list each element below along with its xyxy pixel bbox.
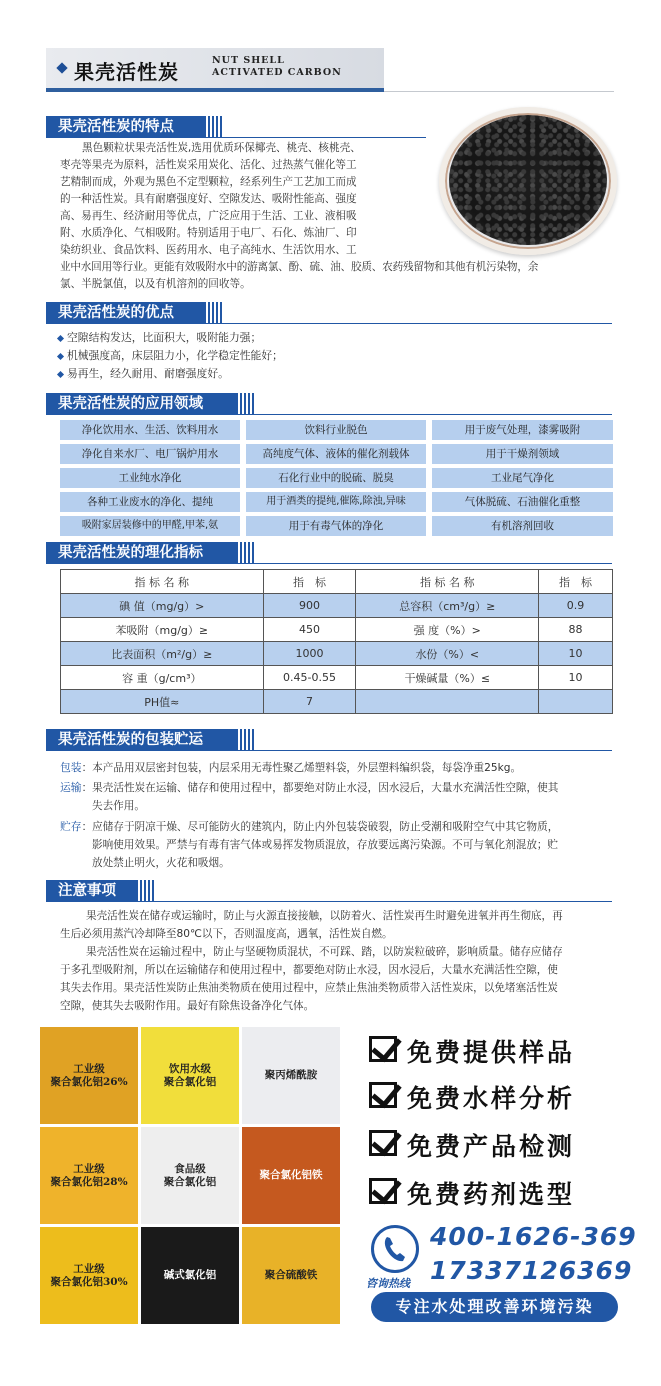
heading-bars <box>208 302 222 324</box>
notes-line: 空隙，使其失去吸附作用。最好有除焦设备净化气体。 <box>60 1000 315 1012</box>
features-line: 的一种活性炭。具有耐磨强度好、空隙发达、吸附性能高、强度 <box>60 193 357 205</box>
product-tile: 碱式氯化铝 <box>141 1227 239 1324</box>
table-cell <box>539 690 613 714</box>
features-line: 附、水质净化、气相吸附。特别适用于电厂、石化、炼油厂、印 <box>60 227 357 239</box>
app-cell: 用于废气处理，漆雾吸附 <box>432 420 613 440</box>
transport-item: 运输：果壳活性炭在运输、储存和使用过程中，都要绝对防止水浸，因水浸后，大量水充满活性空隙，使其 <box>60 781 559 794</box>
table-cell: 水份（%）< <box>356 642 539 666</box>
table-row <box>61 666 613 690</box>
table-cell: 900 <box>263 594 356 618</box>
hotline-label: 咨询热线 <box>366 1277 410 1290</box>
table-header: 指 标 名 称 <box>356 570 539 594</box>
table-row <box>61 594 613 618</box>
advantage-item: 空隙结构发达，比面积大，吸附能力强； <box>58 330 261 346</box>
page-title-en-line2: ACTIVATED CARBON <box>212 67 342 78</box>
heading-bars <box>240 393 254 415</box>
features-heading: 果壳活性炭的特点 <box>46 116 206 138</box>
table-cell: 10 <box>539 666 613 690</box>
heading-bars <box>140 880 154 902</box>
page-title-en-line1: NUT SHELL <box>212 55 285 66</box>
table-cell <box>356 690 539 714</box>
table-cell: 0.45-0.55 <box>263 666 356 690</box>
table-header: 指 标 <box>539 570 613 594</box>
features-line: 黑色颗粒状果壳活性炭,选用优质环保椰壳、桃壳、核桃壳、 <box>82 142 361 154</box>
app-cell: 工业纯水净化 <box>60 468 240 488</box>
heading-rule <box>46 137 426 138</box>
heading-rule <box>46 901 612 902</box>
notes-line: 其失去作用。果壳活性炭防止焦油类物质在使用过程中，应禁止焦油类物质带入活性炭床，以免堵塞活性炭 <box>60 982 558 994</box>
product-tile: 工业级 聚合氯化铝30% <box>40 1227 138 1324</box>
table-cell: 容 重（g/cm³） <box>61 666 264 690</box>
advantage-item: 易再生，经久耐用、耐磨强度好。 <box>58 366 229 382</box>
table-cell: 总容积（cm³/g）≥ <box>356 594 539 618</box>
app-cell: 工业尾气净化 <box>432 468 613 488</box>
heading-rule <box>46 323 612 324</box>
product-tile: 聚合硫酸铁 <box>242 1227 340 1324</box>
table-row <box>61 642 613 666</box>
diamond-icon <box>56 62 67 73</box>
table-cell: PH值≈ <box>61 690 264 714</box>
table-cell: 苯吸附（mg/g）≥ <box>61 618 264 642</box>
table-header: 指 标 名 称 <box>61 570 264 594</box>
features-line: 枣壳等果壳为原料，活性炭采用炭化、活化、过热蒸气催化等工 <box>60 159 357 171</box>
slogan-pill: 专注水处理改善环境污染 <box>371 1292 618 1322</box>
phone-number[interactable]: 400-1626-369 <box>430 1222 637 1251</box>
table-cell: 7 <box>263 690 356 714</box>
table-cell: 比表面积（m²/g）≥ <box>61 642 264 666</box>
service-item: 免费产品检测 <box>407 1132 576 1161</box>
table-cell: 碘 值（mg/g）> <box>61 594 264 618</box>
app-cell: 净化自来水厂、电厂锅炉用水 <box>60 444 240 464</box>
page-title-en <box>212 55 342 79</box>
spec-table <box>60 569 613 714</box>
product-tile: 工业级 聚合氯化铝26% <box>40 1027 138 1124</box>
product-tile: 饮用水级 聚合氯化铝 <box>141 1027 239 1124</box>
notes-line: 果壳活性炭在储存或运输时，防止与火源直接接触，以防着火、活性炭再生时避免进氧并再生彻底，再 <box>86 910 563 922</box>
heading-rule <box>46 750 612 751</box>
checkbox-icon <box>369 1178 397 1204</box>
header-rule <box>384 66 614 92</box>
heading-rule <box>46 563 612 564</box>
table-cell: 450 <box>263 618 356 642</box>
table-header: 指 标 <box>263 570 356 594</box>
app-cell: 用于有毒气体的净化 <box>246 516 426 536</box>
table-cell: 干燥碱量（%）≤ <box>356 666 539 690</box>
table-row <box>61 690 613 714</box>
features-line: 艺精制而成，外观为黑色不定型颗粒，经系列生产工艺加工而成 <box>60 176 357 188</box>
packaging-item: 包装：本产品用双层密封包装，内层采用无毒性聚乙烯塑料袋，外层塑料编织袋，每袋净重25kg。 <box>60 761 522 774</box>
table-cell: 1000 <box>263 642 356 666</box>
product-tile: 食品级 聚合氯化铝 <box>141 1127 239 1224</box>
header-banner <box>46 48 384 92</box>
table-cell: 强 度（%）> <box>356 618 539 642</box>
checkbox-icon <box>369 1082 397 1108</box>
table-cell: 88 <box>539 618 613 642</box>
features-line: 业中水回用等行业。更能有效吸附水中的游离氯、酚、硫、油、胶质、农药残留物和其他有机污染物，余 <box>60 261 539 273</box>
storage-item: 贮存：应储存于阴凉干燥、尽可能防火的建筑内，防止内外包装袋破裂，防止受潮和吸附空气中其它物质， <box>60 820 559 833</box>
checkbox-icon <box>369 1130 397 1156</box>
transport-item-line: 失去作用。 <box>92 800 145 812</box>
heading-bars <box>240 542 254 564</box>
packaging-heading: 果壳活性炭的包装贮运 <box>46 729 238 751</box>
advantage-item: 机械强度高，床层阻力小，化学稳定性能好； <box>58 348 283 364</box>
bowl-rim <box>439 107 617 255</box>
features-line: 高、易再生、经济耐用等优点，广泛应用于生活、工业、液相吸 <box>60 210 357 222</box>
heading-rule <box>46 414 612 415</box>
heading-bars <box>240 729 254 751</box>
bullet-icon <box>57 352 64 359</box>
notes-heading: 注意事项 <box>46 880 138 902</box>
service-item: 免费提供样品 <box>407 1038 576 1067</box>
heading-bars <box>208 116 222 138</box>
app-cell: 有机溶剂回收 <box>432 516 613 536</box>
phone-number[interactable]: 17337126369 <box>430 1256 633 1285</box>
features-line: 染纺织业、食品饮料、医药用水、电子高纯水、生活饮用水、工 <box>60 244 357 256</box>
app-cell: 净化饮用水、生活、饮料用水 <box>60 420 240 440</box>
bullet-icon <box>57 370 64 377</box>
app-cell: 用于酒类的提纯,催陈,除浊,异味 <box>246 492 426 512</box>
product-tile: 聚合氯化铝铁 <box>242 1127 340 1224</box>
notes-line: 果壳活性炭在运输过程中，防止与坚硬物质混状，不可踩、踏，以防炭粒破碎，影响质量。储存应储存 <box>86 946 563 958</box>
table-row <box>61 618 613 642</box>
storage-item-line: 影响使用效果。严禁与有毒有害气体或易挥发物质混放，存放要远离污染源。不可与氧化剂混放；贮 <box>92 839 559 851</box>
app-cell: 各种工业废水的净化、提纯 <box>60 492 240 512</box>
app-cell: 高纯度气体、液体的催化剂载体 <box>246 444 426 464</box>
app-cell: 吸附家居装修中的甲醛,甲苯,氨 <box>60 516 240 536</box>
specs-heading: 果壳活性炭的理化指标 <box>46 542 238 564</box>
app-cell: 石化行业中的脱硫、脱臭 <box>246 468 426 488</box>
table-cell: 0.9 <box>539 594 613 618</box>
app-cell: 气体脱硫、石油催化重整 <box>432 492 613 512</box>
notes-line: 于多孔型吸附剂，所以在运输储存和使用过程中，都要绝对防止水浸，因水浸后，大量水充满活性空隙，使 <box>60 964 558 976</box>
checkbox-icon <box>369 1036 397 1062</box>
phone-icon <box>371 1225 419 1273</box>
features-line: 氯、半脱氯值，以及有机溶剂的回收等。 <box>60 278 251 290</box>
app-cell: 用于干燥剂领域 <box>432 444 613 464</box>
service-item: 免费水样分析 <box>407 1084 576 1113</box>
bullet-icon <box>57 334 64 341</box>
advantages-heading: 果壳活性炭的优点 <box>46 302 206 324</box>
service-item: 免费药剂选型 <box>407 1180 576 1209</box>
table-cell: 10 <box>539 642 613 666</box>
applications-heading: 果壳活性炭的应用领域 <box>46 393 238 415</box>
product-tile: 工业级 聚合氯化铝28% <box>40 1127 138 1224</box>
product-tile: 聚丙烯酰胺 <box>242 1027 340 1124</box>
app-cell: 饮料行业脱色 <box>246 420 426 440</box>
storage-item-line: 放处禁止明火，火花和吸烟。 <box>92 857 230 869</box>
table-header-row <box>61 570 613 594</box>
notes-line: 生后必须用蒸汽冷却降至80℃以下，否则温度高，遇氧，活性炭自燃。 <box>60 928 393 940</box>
page-title: 果壳活性炭 <box>74 60 179 84</box>
